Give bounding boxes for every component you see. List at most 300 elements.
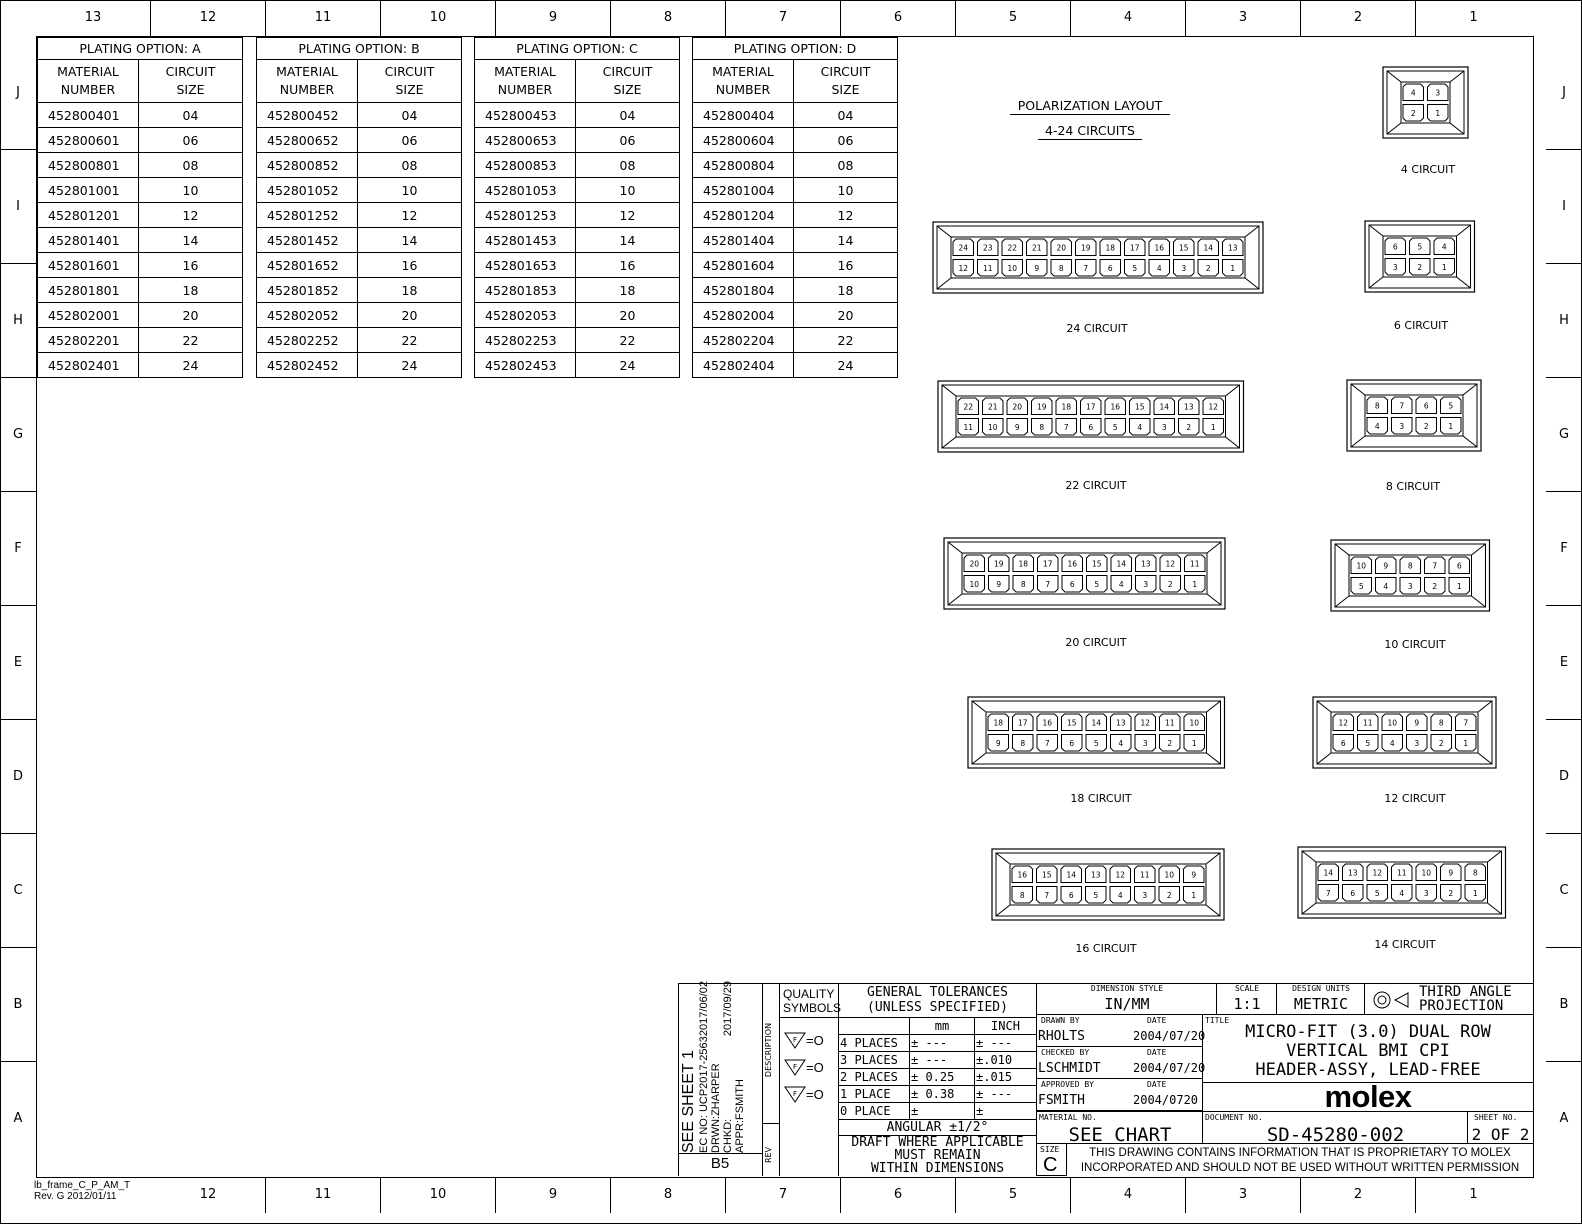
connector-label: 4 CIRCUIT <box>1400 163 1456 176</box>
pin-number: 11 <box>982 263 993 273</box>
pin-number: 1 <box>1191 738 1197 748</box>
quality-mark: =O <box>806 1032 824 1048</box>
pin-number: 3 <box>1435 88 1441 98</box>
pin-number: 8 <box>1374 401 1380 411</box>
circuit-size: 20 <box>139 303 243 328</box>
quality-triangle-icon <box>784 1058 806 1076</box>
circuit-size: 20 <box>794 303 898 328</box>
material-number: 452800852 <box>257 153 358 178</box>
pin-number: 16 <box>1154 243 1165 253</box>
zone-column-label: 12 <box>151 1177 266 1213</box>
zone-row-label: I <box>0 150 36 264</box>
pin-number: 12 <box>958 263 969 273</box>
circuit-size: 14 <box>794 228 898 253</box>
zone-row-label: I <box>1546 150 1582 264</box>
material-number-header: MATERIAL NUMBER <box>257 60 358 103</box>
zone-column-label: 11 <box>266 1177 381 1213</box>
circuit-size: 24 <box>358 353 462 378</box>
circuit-size: 20 <box>576 303 680 328</box>
zone-column-label: 5 <box>956 1177 1071 1213</box>
material-number: 452801053 <box>475 178 576 203</box>
connector-label: 24 CIRCUIT <box>1066 322 1128 335</box>
tolerance-places: 1 PLACE <box>839 1086 910 1103</box>
zone-row-label: A <box>1559 1111 1569 1126</box>
circuit-size: 04 <box>576 103 680 128</box>
pin-number: 4 <box>1441 242 1447 252</box>
zone-row-label: G <box>1546 378 1582 492</box>
zone-column-label: 12 <box>151 0 266 36</box>
pin-number: 4 <box>1118 738 1124 748</box>
pin-number: 7 <box>1083 263 1089 273</box>
circuit-size: 04 <box>139 103 243 128</box>
ec-number: EC NO: UCP2017-2563 <box>698 1036 710 1153</box>
material-number: 452800853 <box>475 153 576 178</box>
material-number: 452802252 <box>257 328 358 353</box>
pin-number: 23 <box>982 243 993 253</box>
svg-text:F: F <box>792 1063 798 1071</box>
circuit-size: 14 <box>139 228 243 253</box>
dimension-style-value: IN/MM <box>1104 995 1150 1013</box>
material-number: 452801052 <box>257 178 358 203</box>
zone-column-label: 8 <box>611 0 726 36</box>
frame-info-line-2: Rev. G 2012/01/11 <box>34 1191 117 1202</box>
pin-number: 7 <box>1463 718 1469 728</box>
circuit-size: 24 <box>794 353 898 378</box>
material-number: 452801804 <box>693 278 794 303</box>
plating-table-title: PLATING OPTION: A <box>38 38 243 60</box>
circuit-size: 12 <box>139 203 243 228</box>
zone-column-label: 8 <box>611 1177 726 1213</box>
pin-number: 10 <box>1189 718 1200 728</box>
zone-column-label: 6 <box>841 1177 956 1213</box>
material-number-header: MATERIAL NUMBER <box>38 60 139 103</box>
tolerance-table <box>839 1017 1036 1119</box>
material-number: 452801604 <box>693 253 794 278</box>
pin-number: 15 <box>1178 243 1189 253</box>
material-number: 452802204 <box>693 328 794 353</box>
tolerance-row <box>839 1086 1036 1103</box>
tolerance-inch: ± --- <box>975 1035 1037 1052</box>
pin-number: 17 <box>1129 243 1140 253</box>
unit-inch: INCH <box>975 1018 1037 1035</box>
pin-number: 7 <box>1045 579 1051 589</box>
zone-column-label: 10 <box>381 1177 496 1213</box>
pin-number: 9 <box>1383 561 1389 571</box>
circuit-size: 08 <box>794 153 898 178</box>
material-number-header: MATERIAL NUMBER <box>693 60 794 103</box>
zone-row-label: J <box>1546 36 1582 150</box>
material-number: 452800601 <box>38 128 139 153</box>
pin-number: 11 <box>1362 718 1373 728</box>
material-number: 452801452 <box>257 228 358 253</box>
tolerance-places: 4 PLACES <box>839 1035 910 1052</box>
material-number: 452801004 <box>693 178 794 203</box>
pin-number: 12 <box>1208 402 1219 412</box>
approval-label: APPROVED BY <box>1041 1080 1094 1089</box>
pin-number: 16 <box>1042 718 1053 728</box>
pin-number: 10 <box>1356 561 1367 571</box>
material-number: 452801001 <box>38 178 139 203</box>
svg-text:F: F <box>792 1036 798 1044</box>
pin-number: 1 <box>1441 262 1447 272</box>
material-number: 452802052 <box>257 303 358 328</box>
material-number: 452801201 <box>38 203 139 228</box>
quality-title-2: SYMBOLS <box>783 1001 842 1015</box>
zone-row-label: B <box>1546 948 1582 1062</box>
size-value: C <box>1043 1154 1058 1176</box>
material-number: 452802453 <box>475 353 576 378</box>
connector-10-circuit <box>1331 540 1490 651</box>
circuit-size: 04 <box>794 103 898 128</box>
circuit-size: 06 <box>794 128 898 153</box>
pin-number: 2 <box>1448 888 1454 898</box>
pin-number: 13 <box>1183 402 1194 412</box>
quality-triangle-icon <box>784 1031 806 1049</box>
circuit-size: 06 <box>576 128 680 153</box>
pin-number: 6 <box>1350 888 1356 898</box>
pin-number: 17 <box>1017 718 1028 728</box>
revision-value: B5 <box>710 1155 730 1172</box>
material-number: 452802004 <box>693 303 794 328</box>
pin-number: 8 <box>1407 561 1413 571</box>
pin-number: 13 <box>1090 870 1101 880</box>
pin-number: 3 <box>1399 421 1405 431</box>
tolerance-mm: ± 0.38 <box>910 1086 975 1103</box>
pin-number: 4 <box>1383 581 1389 591</box>
pin-number: 1 <box>1456 581 1462 591</box>
pin-number: 21 <box>1031 243 1042 253</box>
circuit-size: 24 <box>576 353 680 378</box>
connector-12-circuit <box>1313 697 1496 805</box>
zone-column-label: 7 <box>726 1177 841 1213</box>
plating-table-title: PLATING OPTION: B <box>257 38 462 60</box>
pin-number: 7 <box>1063 422 1069 432</box>
zone-columns-bottom <box>36 1177 1531 1213</box>
circuit-size: 22 <box>139 328 243 353</box>
quality-symbols <box>780 983 842 1176</box>
tolerances-title-1: GENERAL TOLERANCES <box>867 985 1008 1000</box>
quality-triangle-icon <box>784 1085 806 1103</box>
connector-4-circuit <box>1383 67 1468 176</box>
pin-number: 10 <box>1007 263 1018 273</box>
molex-logo: molex <box>1324 1079 1412 1114</box>
angular-tolerance: ANGULAR ±1/2° <box>839 1119 1036 1135</box>
design-units-label: DESIGN UNITS <box>1292 984 1350 993</box>
pin-number: 14 <box>1116 559 1127 569</box>
draft-note-3: WITHIN DIMENSIONS <box>870 1161 1005 1176</box>
pin-number: 3 <box>1423 888 1429 898</box>
pin-number: 15 <box>1041 870 1052 880</box>
pin-number: 15 <box>1066 718 1077 728</box>
circuit-size: 24 <box>139 353 243 378</box>
pin-number: 4 <box>1137 422 1143 432</box>
material-number: 452801801 <box>38 278 139 303</box>
pin-number: 9 <box>1414 718 1420 728</box>
polarization-subtitle: 4-24 CIRCUITS <box>1038 123 1142 140</box>
zone-row-label: B <box>0 948 36 1062</box>
circuit-size: 10 <box>794 178 898 203</box>
pin-number: 11 <box>1396 868 1407 878</box>
tolerance-inch: ±.015 <box>975 1069 1037 1086</box>
circuit-size: 18 <box>794 278 898 303</box>
quality-mark: =O <box>806 1086 824 1102</box>
pin-number: 8 <box>1020 738 1026 748</box>
pin-number: 10 <box>1164 870 1175 880</box>
pin-number: 1 <box>1463 738 1469 748</box>
material-value: SEE CHART <box>1068 1124 1172 1146</box>
pin-number: 6 <box>1068 890 1074 900</box>
material-number: 452800801 <box>38 153 139 178</box>
tolerance-mm: ± <box>910 1103 975 1120</box>
connector-6-circuit <box>1365 221 1475 332</box>
scale-label: SCALE <box>1234 984 1260 993</box>
pin-number: 10 <box>987 422 998 432</box>
zone-column-label: 9 <box>496 1177 611 1213</box>
circuit-size: 12 <box>358 203 462 228</box>
pin-number: 2 <box>1167 579 1173 589</box>
material-number: 452802404 <box>693 353 794 378</box>
pin-number: 1 <box>1210 422 1216 432</box>
pin-number: 15 <box>1134 402 1145 412</box>
zone-row-label: F <box>1546 492 1582 606</box>
circuit-size: 12 <box>576 203 680 228</box>
tolerance-row <box>839 1103 1036 1120</box>
connector-16-circuit <box>992 849 1224 955</box>
tolerance-row <box>839 1052 1036 1069</box>
circuit-size: 12 <box>794 203 898 228</box>
zone-row-label: J <box>0 36 36 150</box>
tolerances-title-2: (UNLESS SPECIFIED) <box>867 1000 1008 1015</box>
material-number: 452802201 <box>38 328 139 353</box>
date-label: DATE <box>1147 1048 1167 1057</box>
proprietary-line-2: INCORPORATED AND SHOULD NOT BE USED WITHOUT WRITTEN PERMISSION <box>1080 1162 1520 1174</box>
tolerance-places: 0 PLACE <box>839 1103 910 1120</box>
pin-number: 5 <box>1132 263 1138 273</box>
pin-number: 1 <box>1448 421 1454 431</box>
pin-number: 2 <box>1205 263 1211 273</box>
pin-number: 19 <box>1036 402 1047 412</box>
pin-number: 1 <box>1192 579 1198 589</box>
material-number: 452801252 <box>257 203 358 228</box>
pin-number: 4 <box>1156 263 1162 273</box>
proprietary-notice <box>1067 1146 1533 1176</box>
pin-number: 5 <box>1093 890 1099 900</box>
pin-number: 16 <box>1067 559 1078 569</box>
pin-number: 7 <box>1399 401 1405 411</box>
pin-number: 5 <box>1374 888 1380 898</box>
pin-number: 13 <box>1115 718 1126 728</box>
pin-number: 20 <box>969 559 980 569</box>
connector-label: 10 CIRCUIT <box>1384 638 1446 651</box>
zone-row-label: D <box>1546 720 1582 834</box>
date-label: DATE <box>1147 1080 1167 1089</box>
quality-symbol <box>784 1031 824 1049</box>
pin-number: 17 <box>1085 402 1096 412</box>
document-label: DOCUMENT NO. <box>1205 1113 1263 1122</box>
pin-number: 1 <box>1230 263 1236 273</box>
checked-by-rev: CHKD: <box>722 1118 734 1153</box>
material-number: 452802401 <box>38 353 139 378</box>
drawn-by-rev: DRWN:ZHARPER <box>710 1063 722 1153</box>
sheet-box <box>1468 1111 1533 1144</box>
material-number: 452801204 <box>693 203 794 228</box>
material-number: 452801853 <box>475 278 576 303</box>
pin-number: 16 <box>1110 402 1121 412</box>
pin-number: 11 <box>963 422 974 432</box>
material-number: 452801852 <box>257 278 358 303</box>
pin-number: 2 <box>1166 890 1172 900</box>
pin-number: 21 <box>987 402 998 412</box>
sheet-label: SHEET NO. <box>1474 1113 1518 1122</box>
pin-number: 9 <box>995 738 1001 748</box>
material-number: 452801653 <box>475 253 576 278</box>
polarization-title: POLARIZATION LAYOUT <box>1010 98 1170 115</box>
pin-number: 10 <box>1387 718 1398 728</box>
circuit-size: 16 <box>358 253 462 278</box>
circuit-size: 22 <box>794 328 898 353</box>
connector-label: 22 CIRCUIT <box>1065 479 1127 492</box>
pin-number: 4 <box>1374 421 1380 431</box>
pin-number: 5 <box>1358 581 1364 591</box>
connector-14-circuit <box>1298 847 1506 951</box>
approved-by-rev: APPR:FSMITH <box>734 1079 746 1153</box>
zone-row-label: A <box>13 1111 23 1126</box>
material-number: 452801404 <box>693 228 794 253</box>
document-number: SD-45280-002 <box>1266 1124 1405 1146</box>
pin-number: 5 <box>1093 738 1099 748</box>
pin-number: 14 <box>1323 868 1334 878</box>
pin-number: 16 <box>1017 870 1028 880</box>
third-angle-projection-icon <box>1373 989 1413 1011</box>
pin-number: 8 <box>1472 868 1478 878</box>
zone-row-label: C <box>0 834 36 948</box>
title-line-1: MICRO-FIT (3.0) DUAL ROW <box>1245 1022 1491 1042</box>
pin-number: 18 <box>1018 559 1029 569</box>
quality-title-1: QUALITY <box>783 987 835 1001</box>
pin-number: 8 <box>1020 579 1026 589</box>
pin-number: 4 <box>1118 579 1124 589</box>
material-number: 452800401 <box>38 103 139 128</box>
pin-number: 3 <box>1414 738 1420 748</box>
ec-date: 2017/06/02 <box>698 981 710 1037</box>
unit-mm: mm <box>910 1018 975 1035</box>
circuit-size: 06 <box>358 128 462 153</box>
circuit-size: 18 <box>358 278 462 303</box>
zone-column-label: 11 <box>266 0 381 36</box>
circuit-size: 06 <box>139 128 243 153</box>
pin-number: 24 <box>958 243 969 253</box>
plating-table-title: PLATING OPTION: D <box>693 38 898 60</box>
approval-date: 2004/07/20 <box>1133 1061 1206 1075</box>
tolerance-mm: ± --- <box>910 1052 975 1069</box>
circuit-size-header: CIRCUIT SIZE <box>794 60 898 103</box>
svg-text:F: F <box>792 1090 798 1098</box>
frame-info-line-1: lb_frame_C_P_AM_T <box>34 1180 131 1191</box>
pin-number: 6 <box>1069 579 1075 589</box>
description-label: DESCRIPTION <box>764 1022 773 1078</box>
pin-number: 5 <box>1094 579 1100 589</box>
pin-number: 3 <box>1142 890 1148 900</box>
material-number: 452800652 <box>257 128 358 153</box>
pin-number: 14 <box>1066 870 1077 880</box>
pin-number: 1 <box>1435 108 1441 118</box>
pin-number: 5 <box>1365 738 1371 748</box>
appr-date: 2017/09/29 <box>722 981 734 1037</box>
material-number: 452800604 <box>693 128 794 153</box>
pin-number: 11 <box>1189 559 1200 569</box>
connector-22-circuit <box>938 381 1244 492</box>
dimension-style-label: DIMENSION STYLE <box>1090 984 1164 993</box>
pin-number: 22 <box>963 402 974 412</box>
connector-label: 6 CIRCUIT <box>1393 319 1449 332</box>
revision-block <box>678 983 780 1176</box>
circuit-size-header: CIRCUIT SIZE <box>139 60 243 103</box>
approval-label: DRAWN BY <box>1041 1016 1080 1025</box>
scale-box <box>1217 983 1277 1015</box>
pin-number: 10 <box>969 579 980 589</box>
approval-row <box>1037 1047 1206 1079</box>
pin-number: 2 <box>1438 738 1444 748</box>
zone-column-label: 3 <box>1186 0 1301 36</box>
tolerance-inch: ± --- <box>975 1086 1037 1103</box>
general-tolerances <box>839 983 1037 1176</box>
pin-number: 6 <box>1107 263 1113 273</box>
zone-column-label: 3 <box>1186 1177 1301 1213</box>
circuit-size: 14 <box>358 228 462 253</box>
pin-number: 7 <box>1044 890 1050 900</box>
material-label: MATERIAL NO. <box>1039 1113 1097 1122</box>
draft-note-2: MUST REMAIN <box>894 1148 981 1163</box>
quality-symbol <box>784 1085 824 1103</box>
quality-mark: =O <box>806 1059 824 1075</box>
connector-label: 8 CIRCUIT <box>1385 480 1441 493</box>
tolerance-inch: ± <box>975 1103 1037 1120</box>
circuit-size: 10 <box>139 178 243 203</box>
tolerance-mm: ± 0.25 <box>910 1069 975 1086</box>
pin-number: 5 <box>1112 422 1118 432</box>
circuit-size: 22 <box>576 328 680 353</box>
pin-number: 6 <box>1392 242 1398 252</box>
pin-number: 12 <box>1338 718 1349 728</box>
zone-row-label: D <box>0 720 36 834</box>
tolerance-row <box>839 1069 1036 1086</box>
approval-row <box>1037 1015 1206 1047</box>
material-number: 452802053 <box>475 303 576 328</box>
zone-row-label: G <box>0 378 36 492</box>
approval-label: CHECKED BY <box>1041 1048 1090 1057</box>
pin-number: 4 <box>1410 88 1416 98</box>
zone-column-label: 10 <box>381 0 496 36</box>
circuit-size: 14 <box>576 228 680 253</box>
circuit-size: 08 <box>576 153 680 178</box>
pin-number: 3 <box>1181 263 1187 273</box>
circuit-size: 16 <box>576 253 680 278</box>
circuit-size: 16 <box>139 253 243 278</box>
pin-number: 19 <box>1080 243 1091 253</box>
size-label: SIZE <box>1040 1145 1060 1154</box>
pin-number: 14 <box>1203 243 1214 253</box>
projection-box <box>1365 983 1533 1015</box>
material-number: 452801253 <box>475 203 576 228</box>
scale-value: 1:1 <box>1233 995 1261 1013</box>
material-number: 452802452 <box>257 353 358 378</box>
material-box <box>1037 1111 1203 1144</box>
circuit-size: 18 <box>576 278 680 303</box>
pin-number: 22 <box>1007 243 1018 253</box>
pin-number: 13 <box>1227 243 1238 253</box>
material-number: 452800452 <box>257 103 358 128</box>
circuit-size: 08 <box>139 153 243 178</box>
